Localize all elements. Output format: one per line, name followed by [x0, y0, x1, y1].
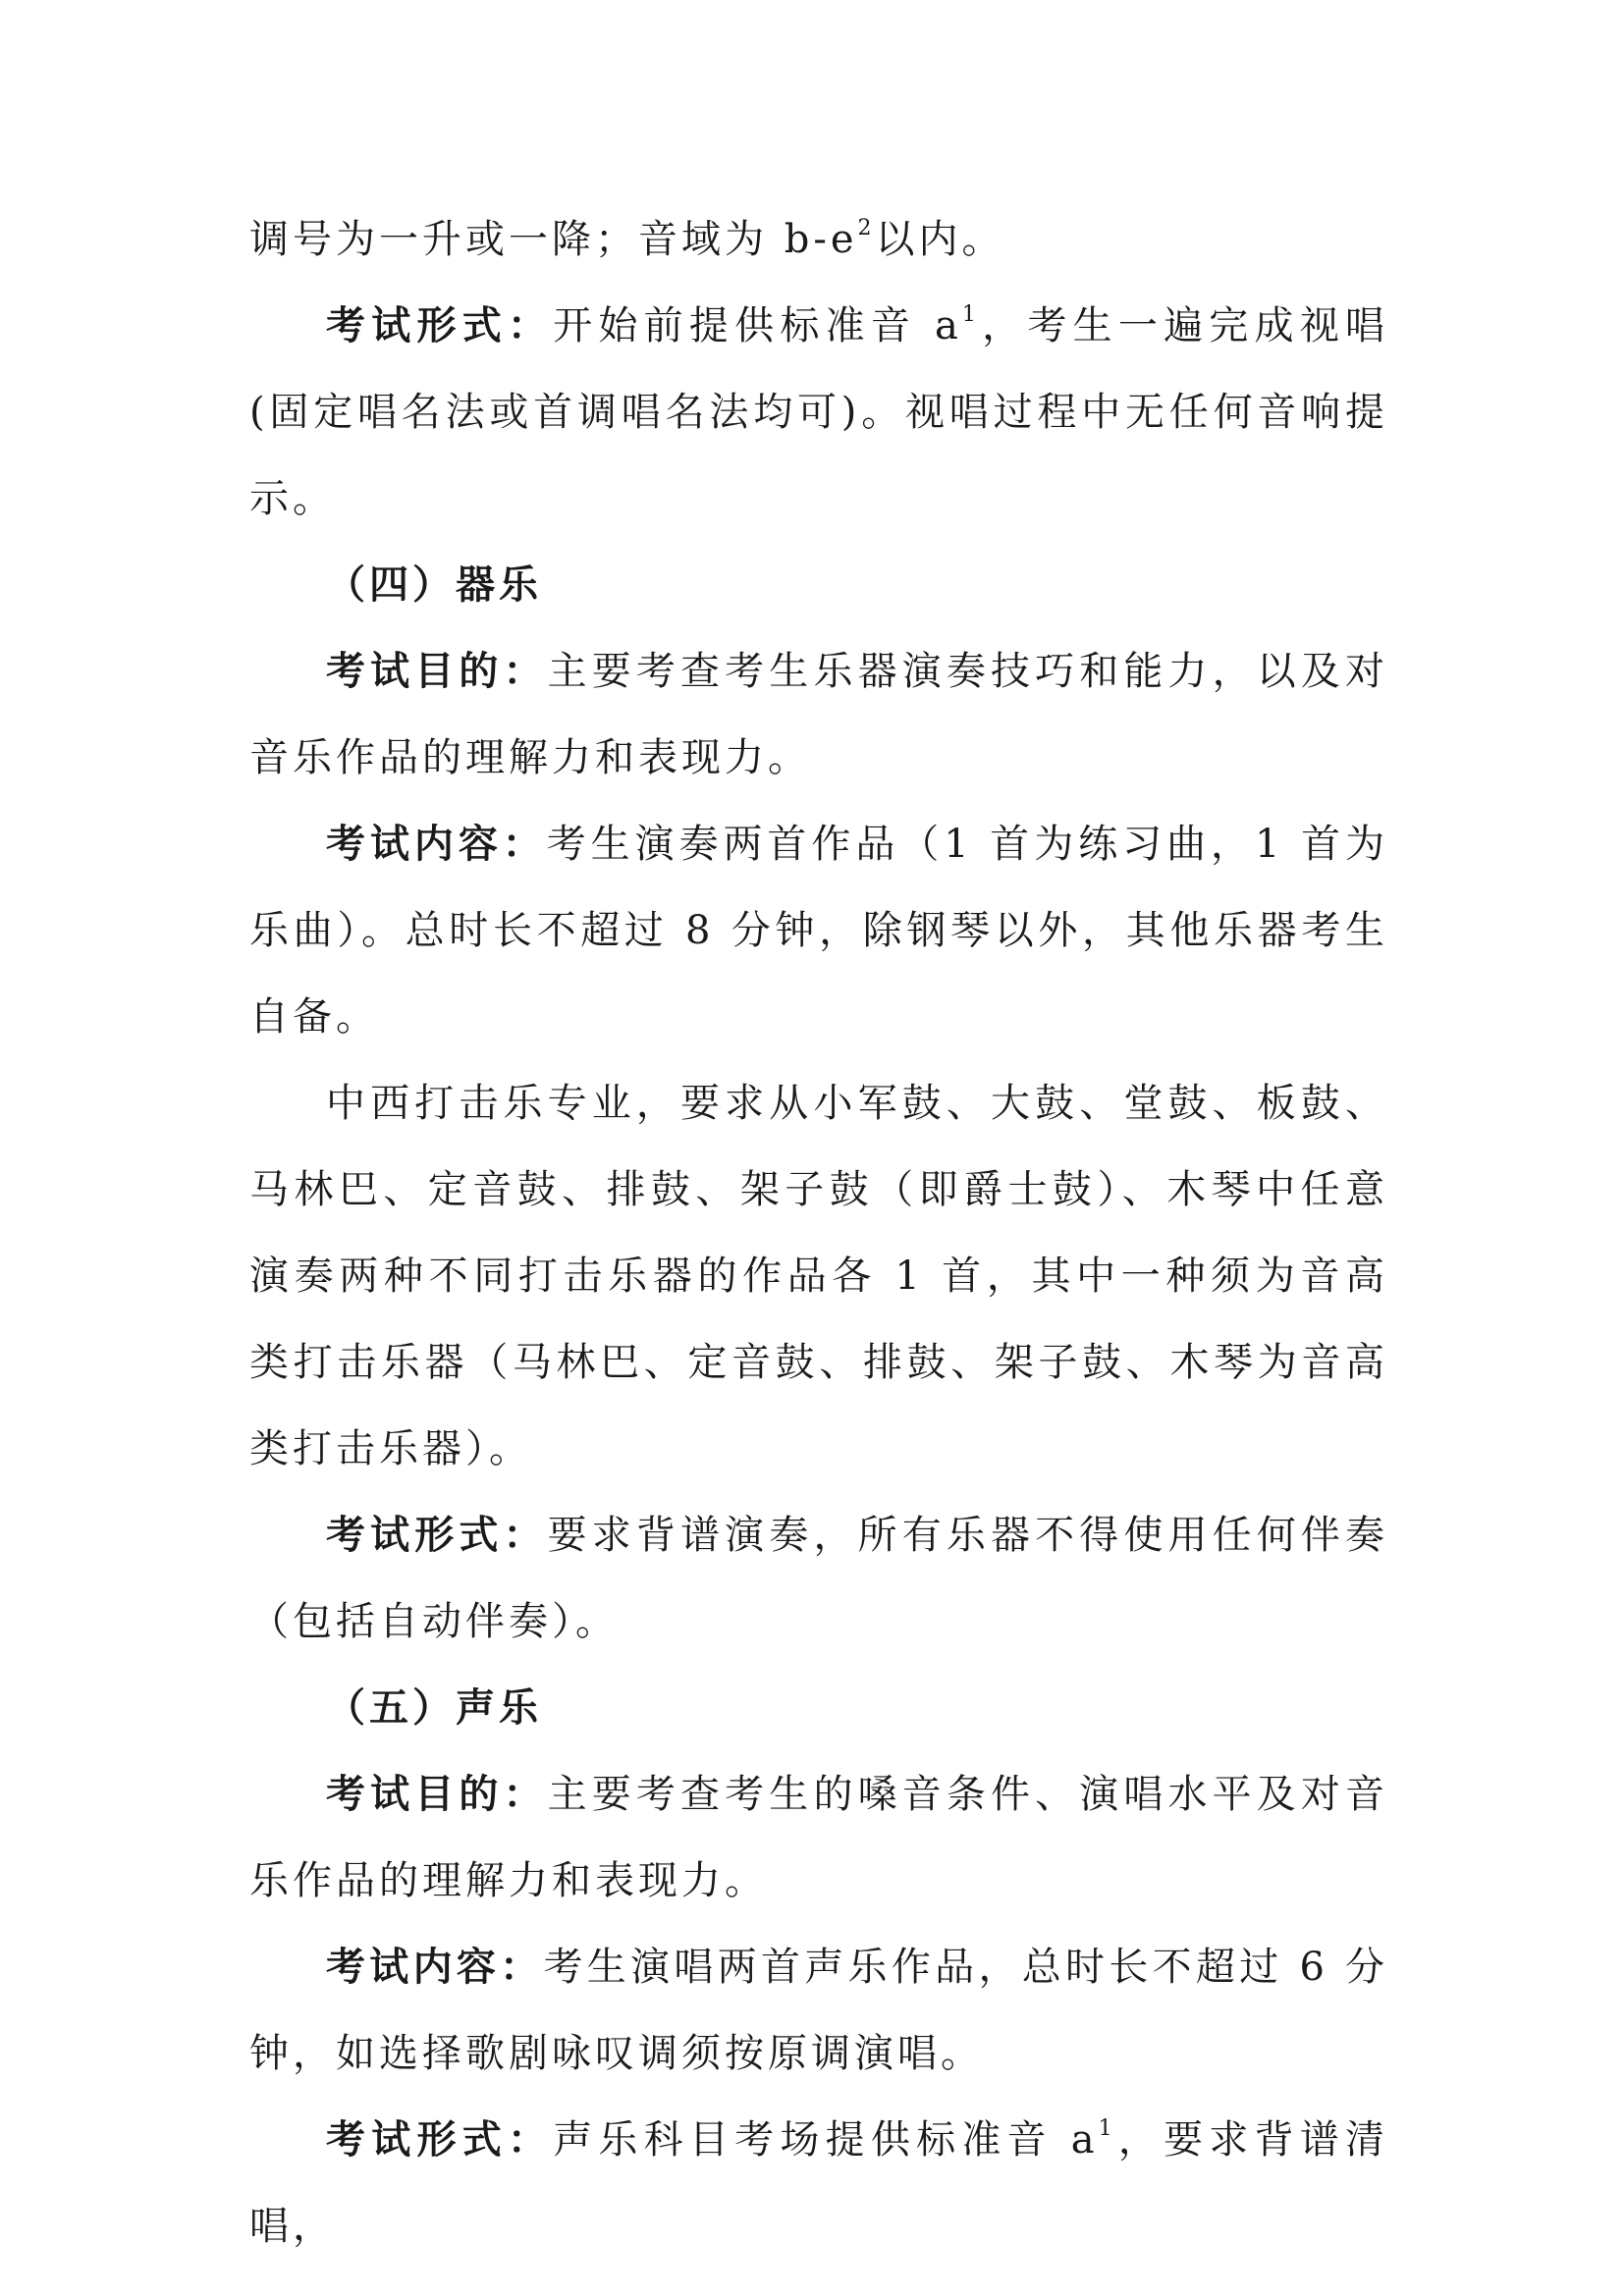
exam-form-label: 考试形式： — [326, 1513, 548, 1558]
key-signature-text-end: 以内。 — [875, 217, 1005, 262]
vocal-purpose-text: 主要考查考生的嗓音条件、演唱水平及对音乐作品的理解力和表现力。 — [249, 1772, 1389, 1903]
section-heading-instrument: （四）器乐 — [326, 561, 542, 608]
instrument-content-text: 考生演奏两首作品（1 首为练习曲，1 首为乐曲）。总时长不超过 8 分钟，除钢琴以外，其他乐器考生自备。 — [249, 822, 1389, 1040]
instrument-purpose-paragraph — [249, 628, 1388, 801]
section-heading-vocal: （五）声乐 — [326, 1684, 542, 1731]
document-page — [249, 196, 1388, 2269]
instrument-form-text: 要求背谱演奏，所有乐器不得使用任何伴奏（包括自动伴奏）。 — [249, 1513, 1389, 1644]
key-signature-paragraph — [249, 196, 1388, 283]
exam-content-label: 考试内容： — [326, 1945, 544, 1990]
instrument-purpose-text: 主要考查考生乐器演奏技巧和能力，以及对音乐作品的理解力和表现力。 — [249, 649, 1389, 780]
instrument-content-paragraph — [249, 801, 1388, 1060]
key-signature-text: 调号为一升或一降；音域为 b-e — [249, 217, 858, 262]
exam-form-label: 考试形式： — [326, 303, 554, 348]
exam-content-label: 考试内容： — [326, 822, 547, 867]
superscript: 1 — [961, 302, 980, 327]
exam-purpose-label: 考试目的： — [326, 1772, 548, 1817]
sight-singing-form-text: 开始前提供标准音 a — [553, 303, 962, 348]
vocal-form-text-end: ，要求背谱清唱， — [249, 2117, 1389, 2249]
exam-form-label: 考试形式： — [326, 2117, 554, 2163]
vocal-content-paragraph — [249, 1924, 1388, 2097]
vocal-content-text: 考生演唱两首声乐作品，总时长不超过 6 分钟，如选择歌剧咏叹调须按原调演唱。 — [249, 1945, 1388, 2076]
percussion-paragraph: 中西打击乐专业，要求从小军鼓、大鼓、堂鼓、板鼓、马林巴、定音鼓、排鼓、架子鼓（即爵士鼓）、木琴中任意演奏两种不同打击乐器的作品各 1 首，其中一种须为音高类打击乐器（马林巴、定音鼓、排鼓、架子鼓、木琴为音高类打击乐器）。 — [249, 1081, 1388, 1471]
instrument-form-paragraph — [249, 1492, 1388, 1665]
superscript: 2 — [857, 216, 876, 240]
sight-singing-form-text-end: ，考生一遍完成视唱(固定唱名法或首调唱名法均可)。视唱过程中无任何音响提示。 — [249, 303, 1389, 521]
exam-purpose-label: 考试目的： — [326, 649, 548, 694]
sight-singing-form-paragraph — [249, 283, 1388, 542]
vocal-form-text: 声乐科目考场提供标准音 a — [553, 2117, 1099, 2163]
vocal-purpose-paragraph — [249, 1751, 1388, 1924]
vocal-form-paragraph — [249, 2097, 1388, 2269]
superscript: 1 — [1098, 2116, 1116, 2141]
